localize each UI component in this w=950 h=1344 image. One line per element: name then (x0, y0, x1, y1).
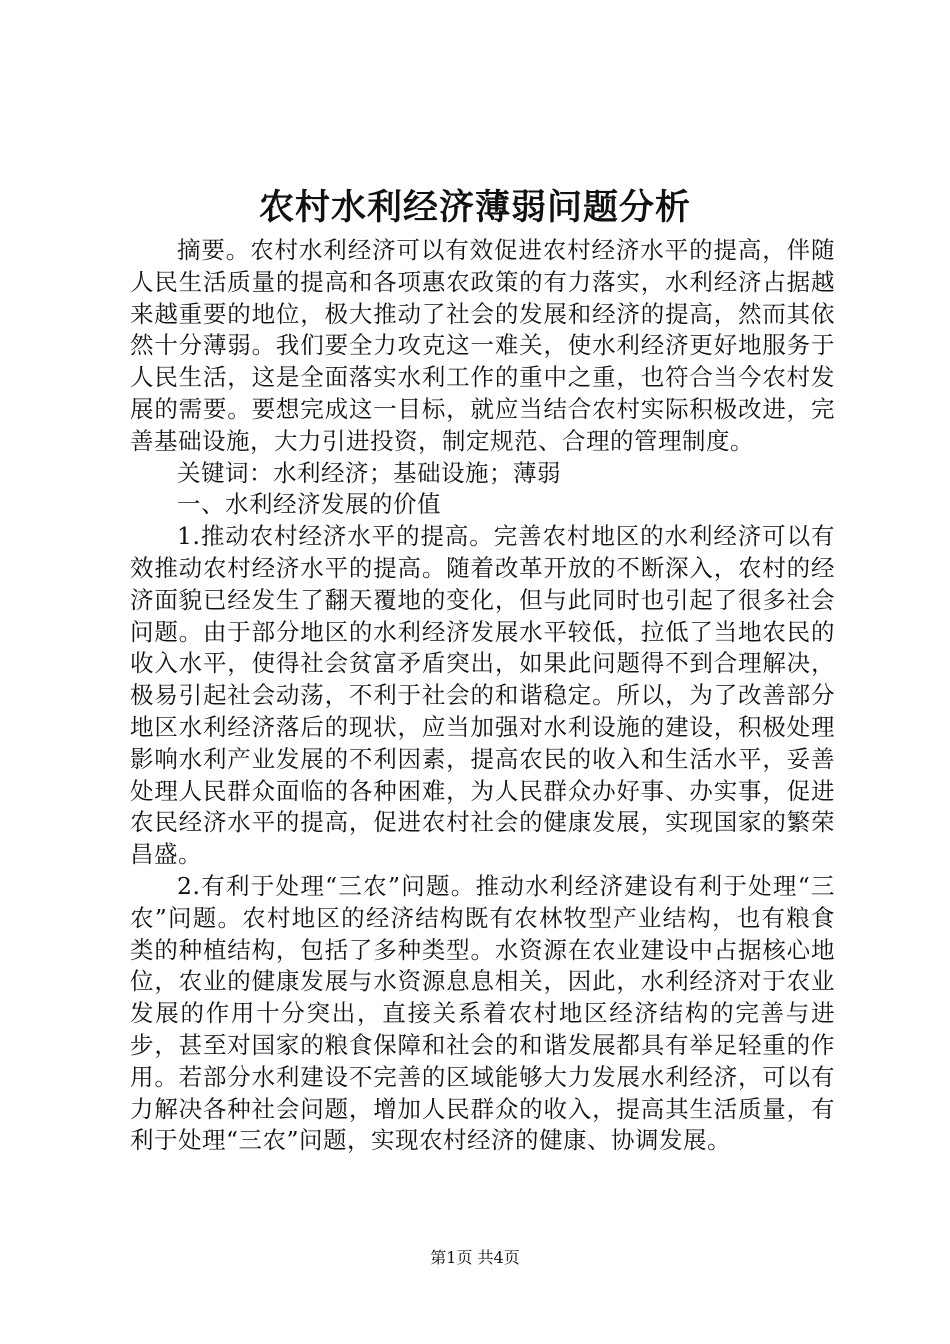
body-paragraph: 1.推动农村经济水平的提高。完善农村地区的水利经济可以有效推动农村经济水平的提高。随着改革开放的不断深入，农村的经济面貌已经发生了翻天覆地的变化，但与此同时也引起了很多社会问题。由于部分地区的水利经济发展水平较低，拉低了当地农民的收入水平，使得社会贫富矛盾突出，如果此问题得不到合理解决，极易引起社会动荡，不利于社会的和谐稳定。所以，为了改善部分地区水利经济落后的现状，应当加强对水利设施的建设，积极处理影响水利产业发展的不利因素，提高农民的收入和生活水平，妥善处理人民群众面临的各种困难，为人民群众办好事、办实事，促进农民经济水平的提高，促进农村社会的健康发展，实现国家的繁荣昌盛。 (130, 522, 835, 869)
abstract-paragraph: 摘要。农村水利经济可以有效促进农村经济水平的提高，伴随人民生活质量的提高和各项惠农政策的有力落实，水利经济占据越来越重要的地位，极大推动了社会的发展和经济的提高，然而其依然十分薄弱。我们要全力攻克这一难关，使水利经济更好地服务于人民生活，这是全面落实水利工作的重中之重，也符合当今农村发展的需要。要想完成这一目标，就应当结合农村实际积极改进，完善基础设施，大力引进投资，制定规范、合理的管理制度。 (130, 236, 835, 455)
document-body (130, 235, 835, 1157)
page-footer: 第1页 共4页 (430, 1248, 520, 1267)
document-title: 农村水利经济薄弱问题分析 (258, 187, 691, 228)
section-heading: 一、水利经济发展的价值 (177, 490, 441, 519)
body-paragraph: 2.有利于处理“三农”问题。推动水利经济建设有利于处理“三农”问题。农村地区的经济结构既有农林牧型产业结构，也有粮食类的种植结构，包括了多种类型。水资源在农业建设中占据核心地位，农业的健康发展与水资源息息相关，因此，水利经济对于农业发展的作用十分突出，直接关系着农村地区经济结构的完善与进步，甚至对国家的粮食保障和社会的和谐发展都具有举足轻重的作用。若部分水利建设不完善的区域能够大力发展水利经济，可以有力解决各种社会问题，增加人民群众的收入，提高其生活质量，有利于处理“三农”问题，实现农村经济的健康、协调发展。 (130, 871, 835, 1155)
keywords-paragraph: 关键词：水利经济；基础设施；薄弱 (177, 458, 561, 487)
